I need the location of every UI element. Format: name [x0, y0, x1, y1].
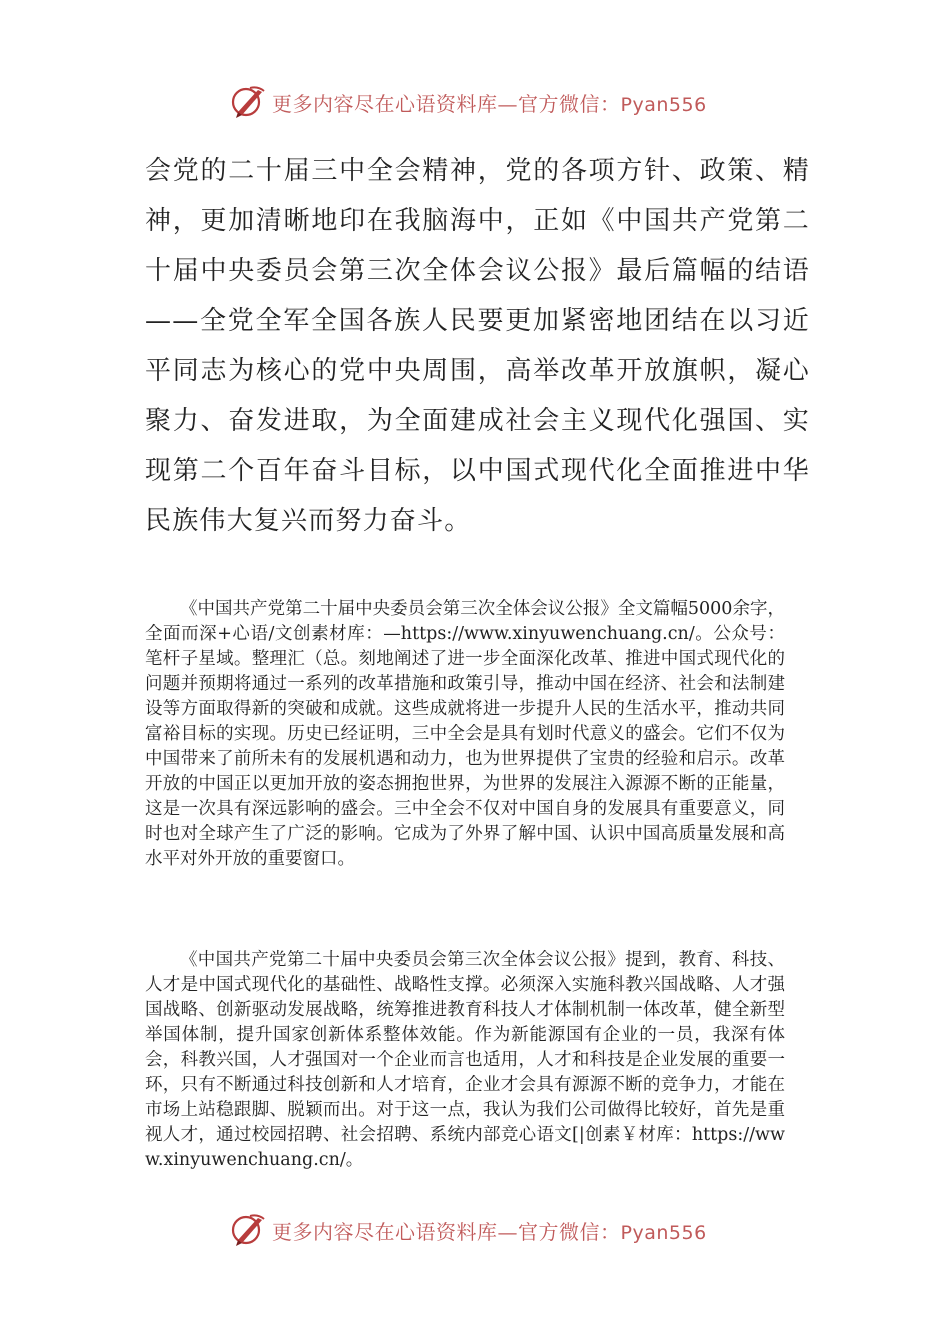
main-paragraph: 会党的二十届三中全会精神，党的各项方针、政策、精神，更加清晰地印在我脑海中，正如《中国共产党第二十届中央委员会第三次全体会议公报》最后篇幅的结语——全党全军全国各族人民要更加紧密地团结在以习近平同志为核心的党中央周围，高举改革开放旗帜，凝心聚力、奋发进取，为全面建成社会主义现代化强国、实现第二个百年奋斗目标，以中国式现代化全面推进中华民族伟大复兴而努力奋斗。 [145, 156, 810, 536]
footer-banner [228, 1208, 707, 1252]
banner-text: 更多内容尽在心语资料库—官方微信：Pyan556 [272, 91, 707, 116]
body-paragraph-2: 《中国共产党第二十届中央委员会第三次全体会议公报》全文篇幅5000余字，全面而深+心语/文创素材库：—https://www.xinyuwenchuang.cn/。公众号：笔杆子星域。整理汇（总。刻地阐述了进一步全面深化改革、推进中国式现代化的问题并预期将通过一系列的改革措施和政策引导，推动中国在经济、社会和法制建设等方面取得新的突破和成就。这些成就将进一步提升人民的生活水平，推动共同富裕目标的实现。历史已经证明，三中全会是具有划时代意义的盛会。它们不仅为中国带来了前所未有的发展机遇和动力，也为世界提供了宝贵的经验和启示。改革开放的中国正以更加开放的姿态拥抱世界，为世界的发展注入源源不断的正能量，这是一次具有深远影响的盛会。三中全会不仅对中国自身的发展具有重要意义，同时也对全球产生了广泛的影响。它成为了外界了解中国、认识中国高质量发展和高水平对外开放的重要窗口。 [145, 599, 785, 869]
banner-text: 更多内容尽在心语资料库—官方微信：Pyan556 [272, 1219, 707, 1244]
body-paragraph-3: 《中国共产党第二十届中央委员会第三次全体会议公报》提到，教育、科技、人才是中国式现代化的基础性、战略性支撑。必须深入实施科教兴国战略、人才强国战略、创新驱动发展战略，统筹推进教育科技人才体制机制一体改革，健全新型举国体制，提升国家创新体系整体效能。作为新能源国有企业的一员，我深有体会，科教兴国，人才强国对一个企业而言也适用，人才和科技是企业发展的重要一环，只有不断通过科技创新和人才培育，企业才会具有源源不断的竞争力，才能在市场上站稳跟脚、脱颖而出。对于这一点，我认为我们公司做得比较好，首先是重视人才，通过校园招聘、社会招聘、系统内部竞心语文[|创素￥材库：https://www.xinyuwenchuang.cn/。 [145, 950, 785, 1170]
wechat-id: Pyan556 [620, 93, 707, 116]
header-banner [228, 80, 707, 124]
wechat-id: Pyan556 [620, 1221, 707, 1244]
pen-logo-icon [228, 82, 268, 122]
pen-logo-icon [228, 1210, 268, 1250]
